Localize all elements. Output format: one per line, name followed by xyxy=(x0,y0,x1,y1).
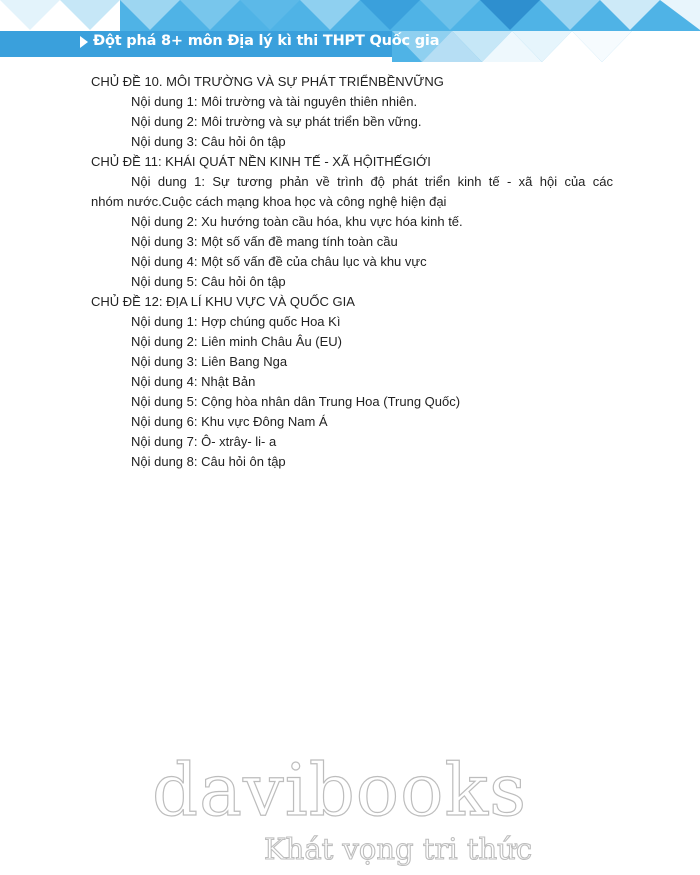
watermark-tagline: Khát vọng tri thức xyxy=(264,832,533,866)
topic-item: Nội dung 5: Cộng hòa nhân dân Trung Hoa (Trung Quốc) xyxy=(131,394,461,409)
topic-item: Nội dung 2: Xu hướng toàn cầu hóa, khu vực hóa kinh tế. xyxy=(131,214,463,229)
topic-items xyxy=(91,172,613,292)
topic-12 xyxy=(91,292,613,472)
topic-item: Nội dung 3: Một số vấn đề mang tính toàn cầu xyxy=(131,234,398,249)
watermark-brand: davibooks xyxy=(152,748,528,832)
topic-item: Nội dung 2: Liên minh Châu Âu (EU) xyxy=(131,334,343,349)
topic-item: Nội dung 8: Câu hỏi ôn tập xyxy=(131,454,286,469)
topic-items xyxy=(91,312,613,472)
topic-item-line: Nội dung 1: Sự tương phản về trình độ phát triển kinh tế - xã hội của các xyxy=(131,174,613,189)
topic-item-line: nhóm nước.Cuộc cách mạng khoa học và công nghệ hiện đại xyxy=(91,194,447,209)
header-title: Đột phá 8+ môn Địa lý kì thi THPT Quốc gia xyxy=(93,33,440,49)
topic-heading: CHỦ ĐỀ 12: ĐỊA LÍ KHU VỰC VÀ QUỐC GIA xyxy=(91,294,355,309)
topic-heading: CHỦ ĐỀ 11: KHÁI QUÁT NỀN KINH TẾ - XÃ HỘITHẾGIỚI xyxy=(91,154,431,169)
topic-items xyxy=(91,92,613,152)
topic-item: Nội dung 2: Môi trường và sự phát triển bền vững. xyxy=(131,114,422,129)
topic-item xyxy=(91,172,613,212)
topic-item: Nội dung 4: Nhật Bản xyxy=(131,374,256,389)
watermark-logo xyxy=(152,735,552,875)
topic-item: Nội dung 1: Hợp chúng quốc Hoa Kì xyxy=(131,314,341,329)
topic-10 xyxy=(91,72,613,152)
topic-item: Nội dung 6: Khu vực Đông Nam Á xyxy=(131,414,328,429)
topic-item: Nội dung 7: Ô- xtrây- li- a xyxy=(131,434,277,449)
play-arrow-icon xyxy=(80,36,88,48)
table-of-contents xyxy=(91,72,613,472)
topic-item: Nội dung 5: Câu hỏi ôn tập xyxy=(131,274,286,289)
topic-item: Nội dung 3: Câu hỏi ôn tập xyxy=(131,134,286,149)
topic-item: Nội dung 3: Liên Bang Nga xyxy=(131,354,288,369)
topic-heading: CHỦ ĐỀ 10. MÔI TRƯỜNG VÀ SỰ PHÁT TRIỂNBỀNVỮNG xyxy=(91,74,444,89)
topic-item: Nội dung 4: Một số vấn đề của châu lục và khu vực xyxy=(131,254,427,269)
watermark xyxy=(152,735,552,875)
page-header xyxy=(0,0,700,62)
topic-item: Nội dung 1: Môi trường và tài nguyên thiên nhiên. xyxy=(131,94,418,109)
topic-11 xyxy=(91,152,613,292)
